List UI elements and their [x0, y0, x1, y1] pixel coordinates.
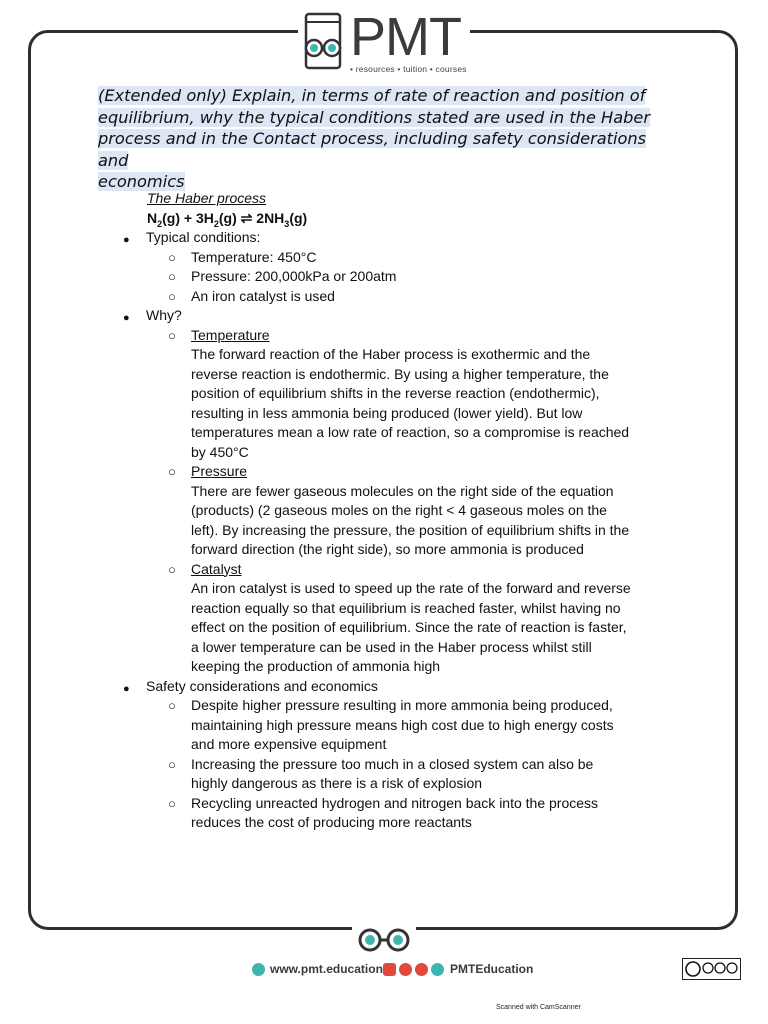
list-item: Pressure: 200,000kPa or 200atm	[191, 268, 397, 284]
cc-license-icon	[682, 958, 741, 980]
text-line: left). By increasing the pressure, the position of equilibrium shifts in the	[191, 521, 630, 538]
subheading-catalyst: Catalyst	[191, 560, 242, 577]
text-line: (products) (2 gaseous moles on the right < 4 gaseous moles on the	[191, 502, 607, 518]
text-line: keeping the production of ammonia high	[191, 658, 441, 674]
text-line: An iron catalyst is used to speed up the rate of the forward and reverse	[191, 580, 631, 596]
heading-line: (Extended only) Explain, in terms of rate of reaction and position of	[98, 86, 646, 105]
list-item: Typical conditions:	[146, 229, 261, 245]
list-item: Safety considerations and economics	[146, 677, 378, 694]
logo-wordmark: PMT	[350, 7, 461, 67]
circle-bullet-icon: ○	[168, 327, 176, 343]
circle-bullet-icon: ○	[168, 795, 176, 811]
twitter-icon[interactable]	[431, 963, 444, 976]
text-line: maintaining high pressure means high cost due to high energy costs	[191, 716, 614, 733]
list-item: An iron catalyst is used	[191, 287, 335, 304]
text-line: and more expensive equipment	[191, 736, 387, 752]
text-line: by 450°C	[191, 443, 249, 460]
section-title: The Haber process	[147, 190, 267, 206]
footer	[0, 960, 768, 980]
circle-bullet-icon: ○	[168, 756, 176, 772]
cursor-icon	[252, 963, 265, 976]
list-item: Temperature: 450°C	[191, 248, 317, 265]
text-line: reduces the cost of producing more reactants	[191, 814, 472, 830]
heading-line: equilibrium, why the typical conditions stated are used in the Haber	[98, 107, 651, 127]
haber-equation: $N_2(g) + 3H_2(g)$ ⇌ $2NH_3(g)$	[147, 210, 308, 229]
subheading-temperature: Temperature	[191, 326, 270, 343]
scan-note: Scanned with CamScanner	[496, 1004, 581, 1011]
website-link[interactable]: www.pmt.education	[270, 962, 383, 976]
bullet-icon: ●	[123, 682, 130, 695]
glasses-icon	[352, 926, 416, 954]
instagram-icon[interactable]	[399, 963, 412, 976]
book-glasses-icon	[298, 10, 348, 74]
circle-bullet-icon: ○	[168, 561, 176, 577]
youtube-icon[interactable]	[383, 963, 396, 976]
text-line: The forward reaction of the Haber process is exothermic and the	[191, 346, 591, 362]
text-line: temperatures mean a low rate of reaction, so a compromise is reached	[191, 424, 630, 440]
text-line: highly dangerous as there is a risk of explosion	[191, 775, 483, 791]
heading-line: economics	[98, 172, 185, 191]
circle-bullet-icon: ○	[168, 249, 176, 265]
question-heading	[98, 85, 658, 193]
text-line: Despite higher pressure resulting in more ammonia being produced,	[191, 697, 613, 713]
subheading-pressure: Pressure	[191, 463, 248, 479]
list-item: Why?	[146, 307, 182, 323]
circle-bullet-icon: ○	[168, 269, 176, 284]
circle-bullet-icon: ○	[168, 698, 176, 713]
bullet-icon: ●	[123, 312, 130, 324]
text-line: forward direction (the right side), so more ammonia is produced	[191, 541, 584, 557]
bullet-icon: ●	[123, 234, 130, 246]
circle-bullet-icon: ○	[168, 288, 176, 304]
text-line: resulting in less ammonia being produced (lower yield). But low	[191, 404, 583, 421]
text-line: Increasing the pressure too much in a closed system can also be	[191, 755, 594, 772]
text-line: a lower temperature can be used in the Haber process whilst still	[191, 638, 592, 655]
text-line: reaction equally so that equilibrium is reached faster, whilst having no	[191, 599, 621, 616]
text-line: There are fewer gaseous molecules on the right side of the equation	[191, 482, 614, 499]
heading-line: process and in the Contact process, including safety considerations and	[98, 129, 647, 170]
facebook-icon[interactable]	[415, 963, 428, 976]
text-line: reverse reaction is endothermic. By using a higher temperature, the	[191, 365, 609, 382]
social-handle: PMTEducation	[450, 962, 534, 976]
circle-bullet-icon: ○	[168, 464, 176, 479]
logo-tagline: • resources • tuition • courses	[350, 64, 467, 74]
text-line: effect on the position of equilibrium. Since the rate of reaction is faster,	[191, 619, 627, 635]
text-line: Recycling unreacted hydrogen and nitrogen back into the process	[191, 794, 599, 811]
pmt-logo	[298, 7, 470, 76]
text-line: position of equilibrium shifts in the reverse reaction (endothermic),	[191, 385, 600, 401]
